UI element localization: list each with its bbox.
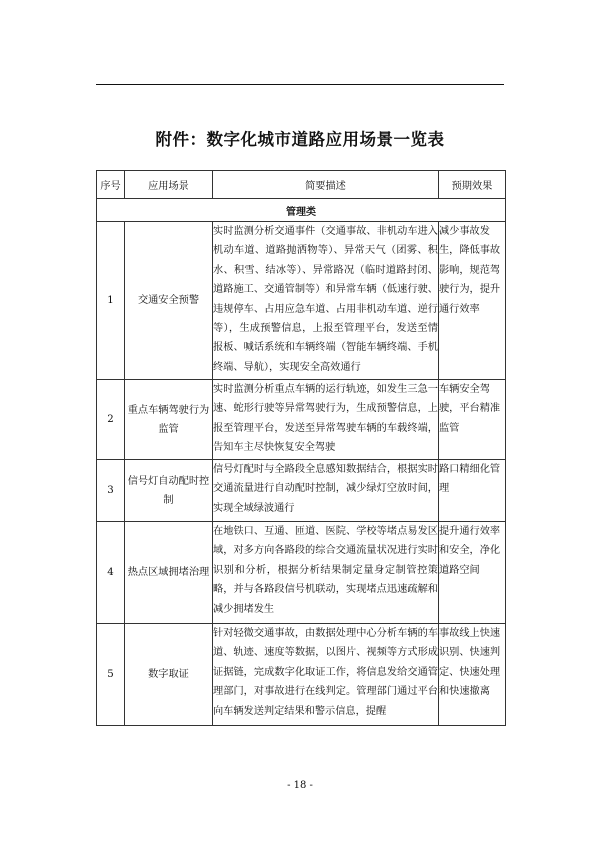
row-scene: 数字取证: [125, 624, 213, 726]
page-number: - 18 -: [287, 780, 313, 791]
document-title: 附件：数字化城市道路应用场景一览表: [155, 130, 445, 149]
row-effect: 提升通行效率和安全，净化道路空间: [439, 522, 506, 624]
row-scene: 重点车辆驾驶行为监管: [125, 380, 213, 460]
row-description: 针对轻微交通事故，由数据处理中心分析车辆的车道、轨迹、速度等数据，以图片、视频等方式形成证据链，完成数字化取证工作，将信息发给交通管理部门，对事故进行在线判定。管理部门通过平台向车辆发送判定结果和警示信息，提醒: [213, 624, 439, 726]
header-effect: 预期效果: [439, 171, 506, 199]
header-description: 简要描述: [213, 171, 439, 199]
table-row: [97, 460, 506, 522]
scenario-table: [96, 170, 506, 726]
row-scene: 交通安全预警: [125, 222, 213, 380]
row-index: 5: [97, 624, 125, 726]
row-scene: 热点区域拥堵治理: [125, 522, 213, 624]
row-effect: 路口精细化管理: [439, 460, 506, 522]
category-label: 管理类: [97, 199, 506, 222]
table-row: [97, 222, 506, 380]
header-scene: 应用场景: [125, 171, 213, 199]
row-description: 在地铁口、互通、匝道、医院、学校等堵点易发区域，对多方向各路段的综合交通流量状况进行实时识别和分析，根据分析结果制定量身定制管控策略，并与各路段信号机联动，实现堵点迅速疏解和减少拥堵发生: [213, 522, 439, 624]
row-effect: 事故线上快速识别、快速判定、快速处理和快速撤离: [439, 624, 506, 726]
row-index: 2: [97, 380, 125, 460]
header-index: 序号: [97, 171, 125, 199]
table-row: [97, 380, 506, 460]
row-effect: 减少事故发生，降低事故影响，规范驾驶行为，提升通行效率: [439, 222, 506, 380]
row-index: 1: [97, 222, 125, 380]
table-row: [97, 522, 506, 624]
row-index: 4: [97, 522, 125, 624]
row-scene: 信号灯自动配时控制: [125, 460, 213, 522]
table-row: [97, 624, 506, 726]
row-description: 实时监测分析重点车辆的运行轨迹，如发生三急一速、蛇形行驶等异常驾驶行为，生成预警信息，上报至管理平台，发送至异常驾驶车辆的车载终端，告知车主尽快恢复安全驾驶: [213, 380, 439, 460]
row-index: 3: [97, 460, 125, 522]
header-rule: [96, 84, 504, 85]
row-description: 实时监测分析交通事件（交通事故、非机动车进入机动车道、道路抛洒物等）、异常天气（团雾、积水、积雪、结冰等）、异常路况（临时道路封闭、道路施工、交通管制等）和异常车辆（低速行驶、违规停车、占用应急车道、占用非机动车道、逆行等），生成预警信息，上报至管理平台，发送至情报板、喊话系统和车辆终端（智能车辆终端、手机终端、导航），实现安全高效通行: [213, 222, 439, 380]
category-row: [97, 199, 506, 222]
row-description: 信号灯配时与全路段全息感知数据结合，根据实时交通流量进行自动配时控制，减少绿灯空放时间，实现全域绿波通行: [213, 460, 439, 522]
row-effect: 车辆安全驾驶，平台精准监管: [439, 380, 506, 460]
table-header-row: [97, 171, 506, 199]
